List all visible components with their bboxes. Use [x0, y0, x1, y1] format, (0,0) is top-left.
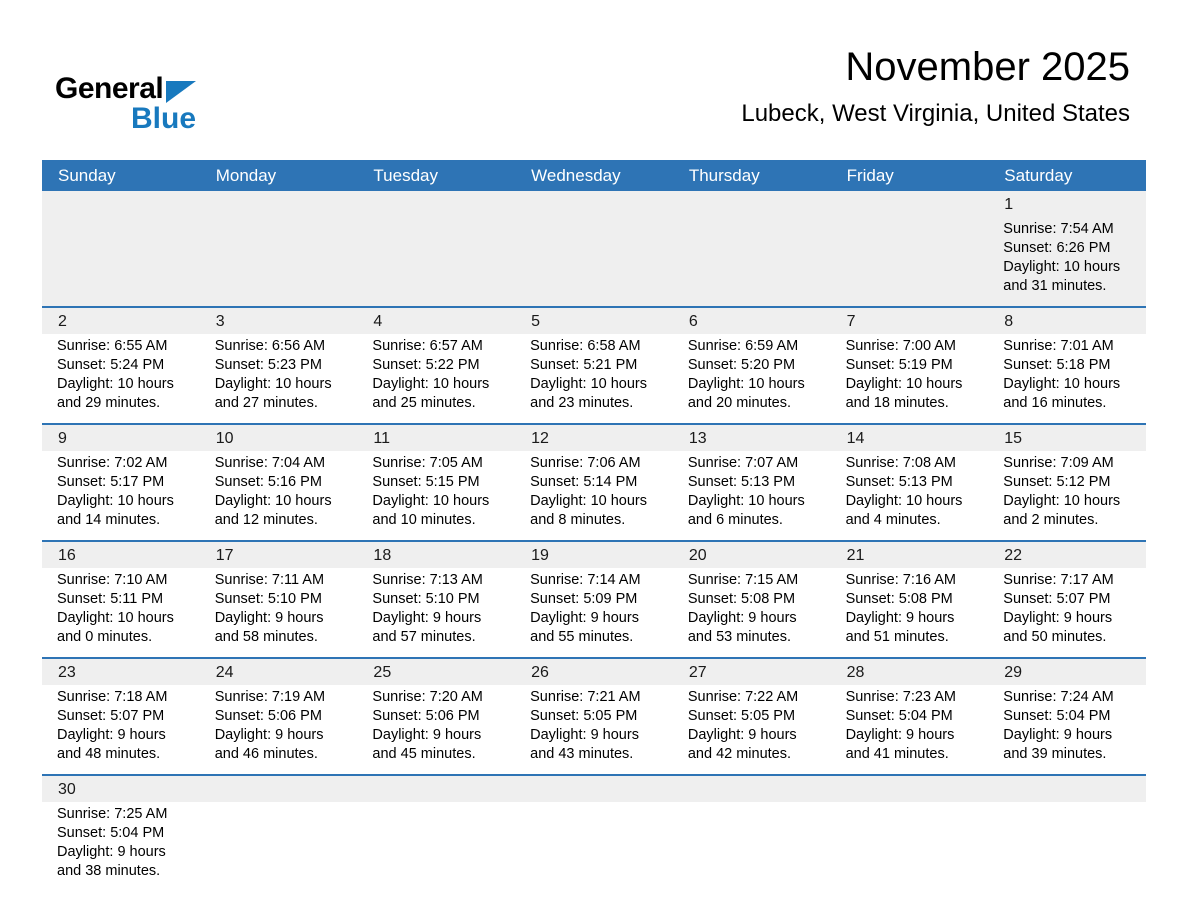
weekday-row	[42, 160, 1146, 191]
empty-body	[831, 802, 989, 891]
daylight-line-2: and 0 minutes.	[57, 629, 153, 645]
daylight-line-1: Daylight: 9 hours	[1003, 610, 1113, 626]
empty-body	[357, 802, 515, 891]
day-cell-10	[200, 425, 358, 540]
day-details	[988, 217, 1146, 306]
day-number: 11	[357, 425, 515, 451]
day-cell-27	[673, 659, 831, 774]
sunrise-line: Sunrise: 7:15 AM	[687, 572, 799, 588]
day-cell-5	[515, 308, 673, 423]
daylight-line-2: and 50 minutes.	[1003, 629, 1107, 645]
day-cell-22	[988, 542, 1146, 657]
sunset-line: Sunset: 5:06 PM	[214, 708, 322, 724]
sunset-line: Sunset: 5:14 PM	[530, 474, 638, 490]
sunset-line: Sunset: 5:23 PM	[214, 357, 322, 373]
daylight-line-1: Daylight: 10 hours	[214, 493, 332, 509]
day-number: 4	[357, 308, 515, 334]
sunrise-line: Sunrise: 6:55 AM	[57, 338, 168, 354]
empty-number-strip	[515, 776, 673, 802]
day-number: 7	[831, 308, 989, 334]
daylight-line-2: and 2 minutes.	[1003, 512, 1099, 528]
day-details	[988, 451, 1146, 540]
empty-cell	[673, 191, 831, 306]
empty-number-strip	[200, 776, 358, 802]
empty-body	[515, 802, 673, 891]
empty-body	[515, 217, 673, 306]
empty-cell	[200, 191, 358, 306]
day-cell-18	[357, 542, 515, 657]
daylight-line-2: and 48 minutes.	[57, 746, 161, 762]
daylight-line-1: Daylight: 10 hours	[372, 376, 490, 392]
day-number: 9	[42, 425, 200, 451]
sunset-line: Sunset: 5:07 PM	[1003, 591, 1111, 607]
sunrise-line: Sunrise: 7:17 AM	[1003, 572, 1114, 588]
sunrise-line: Sunrise: 7:09 AM	[1003, 455, 1114, 471]
day-details	[831, 685, 989, 774]
daylight-line-2: and 58 minutes.	[214, 629, 318, 645]
day-cell-9	[42, 425, 200, 540]
day-cell-7	[831, 308, 989, 423]
sunset-line: Sunset: 5:04 PM	[1003, 708, 1111, 724]
empty-number-strip	[200, 191, 358, 217]
daylight-line-1: Daylight: 10 hours	[57, 610, 174, 626]
daylight-line-2: and 39 minutes.	[1003, 746, 1107, 762]
day-number: 20	[673, 542, 831, 568]
day-details	[831, 334, 989, 423]
sunrise-line: Sunrise: 6:56 AM	[214, 338, 326, 354]
daylight-line-1: Daylight: 9 hours	[530, 727, 639, 743]
daylight-line-2: and 12 minutes.	[214, 512, 318, 528]
daylight-line-1: Daylight: 9 hours	[1003, 727, 1113, 743]
day-details	[673, 568, 831, 657]
empty-cell	[515, 191, 673, 306]
day-number: 15	[988, 425, 1146, 451]
sunrise-line: Sunrise: 6:59 AM	[687, 338, 799, 354]
day-cell-19	[515, 542, 673, 657]
empty-number-strip	[988, 776, 1146, 802]
sunset-line: Sunset: 6:26 PM	[1003, 240, 1111, 256]
day-details	[673, 685, 831, 774]
sunrise-line: Sunrise: 7:14 AM	[530, 572, 641, 588]
day-number: 19	[515, 542, 673, 568]
daylight-line-2: and 8 minutes.	[530, 512, 626, 528]
empty-cell	[673, 776, 831, 891]
day-details	[357, 568, 515, 657]
daylight-line-1: Daylight: 10 hours	[687, 493, 805, 509]
daylight-line-2: and 51 minutes.	[845, 629, 949, 645]
day-cell-17	[200, 542, 358, 657]
empty-body	[357, 217, 515, 306]
sunset-line: Sunset: 5:06 PM	[372, 708, 480, 724]
daylight-line-2: and 31 minutes.	[1003, 278, 1107, 294]
empty-body	[673, 217, 831, 306]
daylight-line-1: Daylight: 9 hours	[687, 610, 797, 626]
sunrise-line: Sunrise: 7:08 AM	[845, 455, 956, 471]
empty-cell	[831, 776, 989, 891]
calendar-grid	[42, 191, 1146, 891]
weekday-friday: Friday	[846, 165, 894, 185]
sunset-line: Sunset: 5:11 PM	[57, 591, 164, 607]
sunrise-line: Sunrise: 7:10 AM	[57, 572, 168, 588]
daylight-line-2: and 57 minutes.	[372, 629, 476, 645]
sunrise-line: Sunrise: 7:16 AM	[845, 572, 956, 588]
title-block	[741, 44, 1130, 128]
weekday-monday: Monday	[215, 165, 277, 185]
sunset-line: Sunset: 5:13 PM	[845, 474, 953, 490]
daylight-line-2: and 41 minutes.	[845, 746, 949, 762]
day-number: 25	[357, 659, 515, 685]
logo-triangle-icon	[166, 81, 196, 103]
day-details	[200, 451, 358, 540]
daylight-line-2: and 55 minutes.	[530, 629, 634, 645]
day-details	[42, 568, 200, 657]
empty-cell	[200, 776, 358, 891]
empty-cell	[42, 191, 200, 306]
week-row-4	[42, 540, 1146, 657]
day-details	[673, 451, 831, 540]
day-cell-11	[357, 425, 515, 540]
sunset-line: Sunset: 5:13 PM	[687, 474, 796, 490]
day-cell-4	[357, 308, 515, 423]
day-details	[831, 568, 989, 657]
day-number: 10	[200, 425, 358, 451]
daylight-line-1: Daylight: 10 hours	[1003, 376, 1121, 392]
day-cell-14	[831, 425, 989, 540]
empty-number-strip	[357, 776, 515, 802]
logo-text-blue: Blue	[131, 102, 197, 135]
week-row-5	[42, 657, 1146, 774]
daylight-line-2: and 29 minutes.	[57, 395, 161, 411]
daylight-line-1: Daylight: 10 hours	[845, 376, 963, 392]
day-details	[200, 685, 358, 774]
empty-cell	[357, 191, 515, 306]
calendar	[42, 160, 1146, 891]
daylight-line-2: and 53 minutes.	[687, 629, 792, 645]
sunset-line: Sunset: 5:10 PM	[214, 591, 322, 607]
empty-number-strip	[42, 191, 200, 217]
day-number: 18	[357, 542, 515, 568]
sunset-line: Sunset: 5:09 PM	[530, 591, 638, 607]
daylight-line-1: Daylight: 9 hours	[372, 727, 482, 743]
weekday-tuesday: Tuesday	[373, 165, 438, 185]
day-number: 6	[673, 308, 831, 334]
day-number: 28	[831, 659, 989, 685]
sunset-line: Sunset: 5:22 PM	[372, 357, 480, 373]
day-details	[42, 334, 200, 423]
sunrise-line: Sunrise: 7:04 AM	[214, 455, 326, 471]
day-number: 13	[673, 425, 831, 451]
sunset-line: Sunset: 5:21 PM	[530, 357, 638, 373]
day-cell-13	[673, 425, 831, 540]
day-number: 30	[42, 776, 200, 802]
sunrise-line: Sunrise: 7:21 AM	[530, 689, 641, 705]
empty-cell	[357, 776, 515, 891]
daylight-line-2: and 20 minutes.	[687, 395, 792, 411]
logo-top-row	[55, 74, 196, 104]
daylight-line-1: Daylight: 10 hours	[687, 376, 805, 392]
daylight-line-2: and 27 minutes.	[214, 395, 318, 411]
day-details	[42, 802, 200, 891]
sunrise-line: Sunrise: 7:11 AM	[214, 572, 325, 588]
daylight-line-1: Daylight: 10 hours	[57, 493, 174, 509]
daylight-line-1: Daylight: 10 hours	[530, 493, 648, 509]
sunrise-line: Sunrise: 7:22 AM	[687, 689, 799, 705]
daylight-line-2: and 46 minutes.	[214, 746, 318, 762]
day-number: 3	[200, 308, 358, 334]
empty-number-strip	[673, 191, 831, 217]
sunset-line: Sunset: 5:19 PM	[845, 357, 953, 373]
daylight-line-1: Daylight: 9 hours	[530, 610, 639, 626]
daylight-line-1: Daylight: 10 hours	[57, 376, 174, 392]
day-number: 14	[831, 425, 989, 451]
day-details	[357, 451, 515, 540]
weekday-saturday: Saturday	[1004, 165, 1073, 185]
day-cell-23	[42, 659, 200, 774]
day-number: 21	[831, 542, 989, 568]
daylight-line-2: and 10 minutes.	[372, 512, 476, 528]
empty-body	[831, 217, 989, 306]
daylight-line-1: Daylight: 10 hours	[1003, 259, 1121, 275]
sunrise-line: Sunrise: 7:13 AM	[372, 572, 483, 588]
sunset-line: Sunset: 5:08 PM	[845, 591, 953, 607]
day-number: 8	[988, 308, 1146, 334]
daylight-line-1: Daylight: 9 hours	[372, 610, 482, 626]
day-cell-12	[515, 425, 673, 540]
page-header	[0, 0, 1188, 134]
day-cell-2	[42, 308, 200, 423]
sunrise-line: Sunrise: 7:24 AM	[1003, 689, 1114, 705]
day-cell-3	[200, 308, 358, 423]
sunset-line: Sunset: 5:20 PM	[687, 357, 796, 373]
day-details	[988, 334, 1146, 423]
week-row-1	[42, 191, 1146, 306]
sunrise-line: Sunrise: 7:01 AM	[1003, 338, 1114, 354]
sunrise-line: Sunrise: 6:58 AM	[530, 338, 641, 354]
day-cell-26	[515, 659, 673, 774]
day-details	[831, 451, 989, 540]
day-cell-15	[988, 425, 1146, 540]
day-number: 5	[515, 308, 673, 334]
day-details	[515, 685, 673, 774]
sunrise-line: Sunrise: 7:20 AM	[372, 689, 483, 705]
daylight-line-2: and 16 minutes.	[1003, 395, 1107, 411]
day-number: 1	[988, 191, 1146, 217]
day-number: 16	[42, 542, 200, 568]
empty-number-strip	[515, 191, 673, 217]
general-blue-logo	[55, 74, 196, 134]
day-cell-1	[988, 191, 1146, 306]
week-row-6	[42, 774, 1146, 891]
empty-number-strip	[831, 776, 989, 802]
sunrise-line: Sunrise: 7:07 AM	[687, 455, 799, 471]
day-details	[42, 451, 200, 540]
day-cell-30	[42, 776, 200, 891]
sunrise-line: Sunrise: 7:02 AM	[57, 455, 168, 471]
empty-cell	[831, 191, 989, 306]
daylight-line-2: and 25 minutes.	[372, 395, 476, 411]
week-row-3	[42, 423, 1146, 540]
daylight-line-2: and 23 minutes.	[530, 395, 634, 411]
daylight-line-1: Daylight: 9 hours	[687, 727, 797, 743]
day-details	[42, 685, 200, 774]
day-details	[357, 685, 515, 774]
sunrise-line: Sunrise: 7:06 AM	[530, 455, 641, 471]
day-details	[200, 334, 358, 423]
sunrise-line: Sunrise: 7:19 AM	[214, 689, 326, 705]
daylight-line-1: Daylight: 10 hours	[1003, 493, 1121, 509]
sunset-line: Sunset: 5:08 PM	[687, 591, 796, 607]
sunset-line: Sunset: 5:12 PM	[1003, 474, 1111, 490]
sunset-line: Sunset: 5:07 PM	[57, 708, 165, 724]
day-details	[988, 568, 1146, 657]
day-number: 29	[988, 659, 1146, 685]
daylight-line-1: Daylight: 9 hours	[57, 844, 166, 860]
daylight-line-2: and 18 minutes.	[845, 395, 949, 411]
empty-number-strip	[831, 191, 989, 217]
day-details	[988, 685, 1146, 774]
day-details	[515, 451, 673, 540]
day-number: 24	[200, 659, 358, 685]
sunset-line: Sunset: 5:04 PM	[57, 825, 165, 841]
week-row-2	[42, 306, 1146, 423]
empty-body	[200, 217, 358, 306]
daylight-line-1: Daylight: 9 hours	[57, 727, 166, 743]
sunrise-line: Sunrise: 7:25 AM	[57, 806, 168, 822]
day-number: 26	[515, 659, 673, 685]
daylight-line-2: and 4 minutes.	[845, 512, 941, 528]
day-cell-20	[673, 542, 831, 657]
sunset-line: Sunset: 5:24 PM	[57, 357, 165, 373]
day-number: 12	[515, 425, 673, 451]
daylight-line-2: and 6 minutes.	[687, 512, 783, 528]
daylight-line-1: Daylight: 9 hours	[845, 610, 955, 626]
month-title: November 2025	[845, 45, 1130, 89]
sunrise-line: Sunrise: 6:57 AM	[372, 338, 483, 354]
daylight-line-2: and 14 minutes.	[57, 512, 161, 528]
day-details	[200, 568, 358, 657]
empty-cell	[988, 776, 1146, 891]
daylight-line-1: Daylight: 9 hours	[845, 727, 955, 743]
day-details	[515, 334, 673, 423]
day-number: 22	[988, 542, 1146, 568]
weekday-thursday: Thursday	[688, 165, 760, 185]
day-cell-24	[200, 659, 358, 774]
daylight-line-1: Daylight: 9 hours	[214, 610, 324, 626]
sunset-line: Sunset: 5:16 PM	[214, 474, 322, 490]
day-cell-25	[357, 659, 515, 774]
daylight-line-2: and 43 minutes.	[530, 746, 634, 762]
sunset-line: Sunset: 5:05 PM	[687, 708, 796, 724]
location-subtitle: Lubeck, West Virginia, United States	[741, 100, 1130, 127]
day-number: 27	[673, 659, 831, 685]
day-cell-21	[831, 542, 989, 657]
empty-cell	[515, 776, 673, 891]
day-cell-29	[988, 659, 1146, 774]
weekday-sunday: Sunday	[58, 165, 116, 185]
sunset-line: Sunset: 5:04 PM	[845, 708, 953, 724]
day-details	[357, 334, 515, 423]
sunrise-line: Sunrise: 7:23 AM	[845, 689, 956, 705]
day-number: 23	[42, 659, 200, 685]
daylight-line-1: Daylight: 10 hours	[530, 376, 648, 392]
sunset-line: Sunset: 5:10 PM	[372, 591, 480, 607]
day-details	[673, 334, 831, 423]
daylight-line-1: Daylight: 10 hours	[845, 493, 963, 509]
daylight-line-1: Daylight: 9 hours	[214, 727, 324, 743]
sunset-line: Sunset: 5:18 PM	[1003, 357, 1111, 373]
daylight-line-1: Daylight: 10 hours	[372, 493, 490, 509]
day-details	[515, 568, 673, 657]
empty-number-strip	[673, 776, 831, 802]
weekday-wednesday: Wednesday	[531, 165, 621, 185]
daylight-line-2: and 45 minutes.	[372, 746, 476, 762]
empty-body	[673, 802, 831, 891]
day-cell-8	[988, 308, 1146, 423]
daylight-line-1: Daylight: 10 hours	[214, 376, 332, 392]
sunrise-line: Sunrise: 7:54 AM	[1003, 221, 1114, 237]
day-cell-16	[42, 542, 200, 657]
day-number: 2	[42, 308, 200, 334]
sunrise-line: Sunrise: 7:05 AM	[372, 455, 483, 471]
sunrise-line: Sunrise: 7:18 AM	[57, 689, 168, 705]
empty-body	[200, 802, 358, 891]
sunset-line: Sunset: 5:17 PM	[57, 474, 165, 490]
empty-number-strip	[357, 191, 515, 217]
sunset-line: Sunset: 5:05 PM	[530, 708, 638, 724]
empty-body	[42, 217, 200, 306]
day-cell-28	[831, 659, 989, 774]
sunrise-line: Sunrise: 7:00 AM	[845, 338, 956, 354]
daylight-line-2: and 42 minutes.	[687, 746, 792, 762]
sunset-line: Sunset: 5:15 PM	[372, 474, 480, 490]
logo-text-general: General	[55, 72, 164, 105]
empty-body	[988, 802, 1146, 891]
day-number: 17	[200, 542, 358, 568]
daylight-line-2: and 38 minutes.	[57, 863, 161, 879]
day-cell-6	[673, 308, 831, 423]
